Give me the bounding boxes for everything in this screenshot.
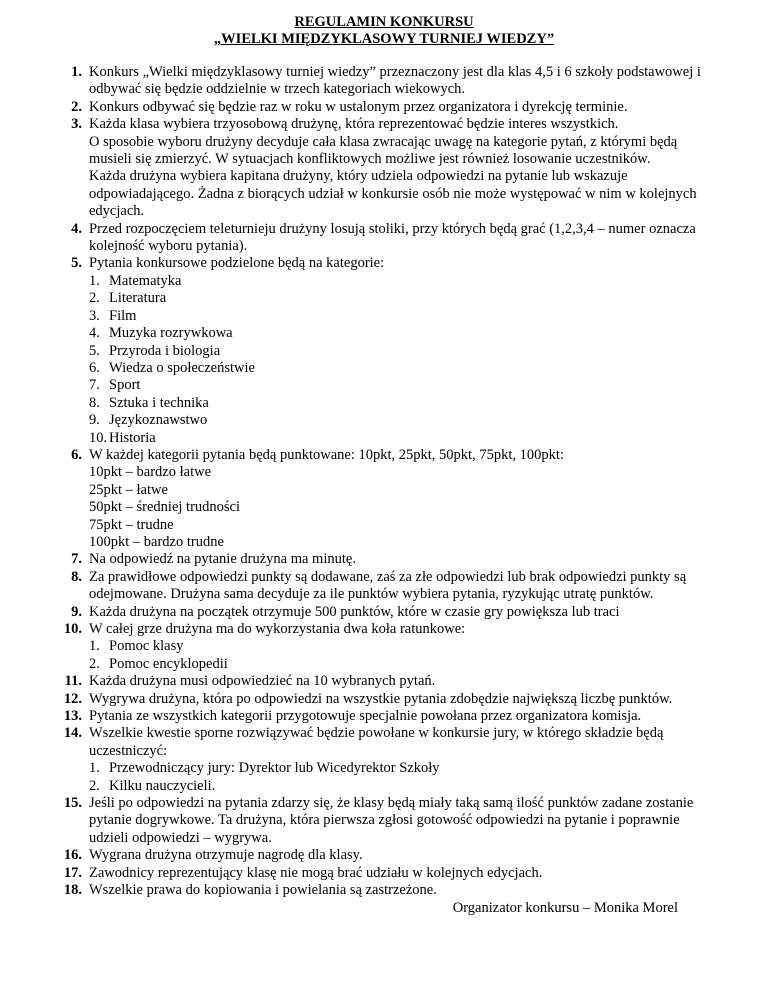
sub-list-item (89, 377, 722, 394)
rule-item (42, 116, 722, 220)
sub-list-text: Językoznawstwo (109, 412, 208, 429)
sub-list-item (89, 308, 722, 325)
rule-text: Jeśli po odpowiedzi na pytania zdarzy się, że klasy będą miały taką samą ilość punktów zadane zostanie pytanie dogrywkowe. Ta drużyna, która pierwsza zgłosi gotowość odpowiedzi na pytanie i poprawnie udzieli odpowiedzi – wygrywa. (89, 795, 694, 846)
sub-list-item (89, 638, 722, 655)
rule-extra-line: 75pkt – trudne (89, 516, 174, 533)
rule-text: Na odpowiedź na pytanie drużyna ma minutę. (89, 551, 356, 568)
rule-text: Za prawidłowe odpowiedzi punkty są dodawane, zaś za złe odpowiedzi lub brak odpowiedzi punkty są odejmowane. Drużyna sama decyduje za ile punktów wybiera pytania, ryzykując utratę punktów. (89, 568, 687, 603)
rule-number: 17. (63, 864, 82, 881)
rule-extra-line: 10pkt – bardzo łatwe (89, 464, 212, 481)
sub-list-number: 2. (89, 290, 100, 307)
rule-item (42, 255, 722, 446)
rule-number: 6. (71, 446, 82, 463)
rule-number: 1. (71, 64, 82, 80)
document-subtitle: „WIELKI MIĘDZYKLASOWY TURNIEJ WIEDZY” (213, 31, 555, 47)
rule-number: 13. (63, 708, 82, 725)
rule-number: 5. (71, 255, 82, 272)
rule-extra-line: 25pkt – łatwe (89, 481, 168, 498)
sub-list-number: 4. (89, 325, 100, 342)
rule-item (42, 551, 722, 568)
rule-item (42, 691, 722, 708)
sub-list-text: Muzyka rozrywkowa (109, 325, 233, 342)
rule-item (42, 569, 722, 604)
sub-list-number: 9. (89, 412, 100, 429)
sub-list-number: 1. (89, 760, 100, 777)
organizer-signature: Organizator konkursu – Monika Morel (452, 899, 678, 916)
rule-text: Pytania ze wszystkich kategorii przygotowuje specjalnie powołana przez organizatora komisja. (89, 708, 642, 725)
sub-list-number: 2. (89, 777, 100, 794)
rule-extra-line: O sposobie wyboru drużyny decyduje cała klasa zwracając uwagę na kategorie pytań, z którymi będą musieli się zmierzyć. W sytuacjach konfliktowych możliwe jest również losowanie uczestników. (89, 133, 678, 168)
rule-number: 12. (63, 690, 82, 707)
rule-item (42, 882, 722, 899)
rule-number: 9. (71, 603, 82, 620)
rule-number: 14. (63, 725, 82, 742)
sub-list-number: 10. (89, 429, 108, 446)
rule-number: 15. (63, 795, 82, 812)
rule-number: 7. (71, 551, 82, 568)
sub-list-item (89, 430, 722, 447)
rule-item (42, 221, 722, 256)
sub-list-text: Literatura (109, 290, 167, 307)
sub-list-item (89, 760, 722, 777)
rules-list (42, 64, 722, 917)
rule-item (42, 708, 722, 725)
sub-list-text: Sport (109, 377, 141, 394)
rule-number: 2. (71, 98, 82, 115)
rule-number: 11. (64, 673, 82, 690)
sub-list-number: 3. (89, 307, 100, 324)
rule-extra-line: 50pkt – średniej trudności (89, 499, 241, 516)
rule-item (42, 621, 722, 673)
rule-item (42, 847, 722, 864)
rule-item (42, 604, 722, 621)
sub-list-number: 2. (89, 655, 100, 672)
sub-list-text: Przewodniczący jury: Dyrektor lub Wicedyrektor Szkoły (109, 760, 440, 777)
rule-item (42, 447, 722, 551)
rule-item (42, 795, 722, 847)
sub-list-item (89, 412, 722, 429)
document-title: REGULAMIN KONKURSU (294, 14, 474, 30)
rule-text: Przed rozpoczęciem teleturnieju drużyny losują stoliki, przy których będą grać (1,2,3,4 – numer oznacza kolejność wyboru pytania). (89, 220, 696, 255)
rule-number: 4. (71, 220, 82, 237)
rule-extra-line: Każda drużyna wybiera kapitana drużyny, który udziela odpowiedzi na pytanie lub wskazuje odpowiadającego. Żadna z biorących udział w konkursie osób nie może występować w nim w kolejnych edycjach. (89, 168, 697, 220)
rule-text: W każdej kategorii pytania będą punktowane: 10pkt, 25pkt, 50pkt, 75pkt, 100pkt: (89, 446, 564, 463)
rule-item (42, 64, 722, 99)
sub-list-text: Sztuka i technika (109, 394, 209, 411)
rule-text: Wszelkie prawa do kopiowania i powielania są zastrzeżone. (89, 882, 437, 899)
sub-list-text: Historia (109, 429, 156, 446)
sub-list-text: Pomoc encyklopedii (109, 655, 228, 672)
rule-text: Każda drużyna na początek otrzymuje 500 punktów, które w czasie gry powiększa lub traci (89, 603, 620, 620)
rule-text: Wygrywa drużyna, która po odpowiedzi na wszystkie pytania zdobędzie największą liczbę punktów. (89, 690, 673, 707)
rule-number: 16. (63, 847, 82, 864)
sub-list-item (89, 360, 722, 377)
sub-list-item (89, 778, 722, 795)
rule-text: Zawodnicy reprezentujący klasę nie mogą brać udziału w kolejnych edycjach. (89, 864, 543, 881)
sub-list-number: 1. (89, 638, 100, 655)
sub-list-text: Kilku nauczycieli. (109, 777, 216, 794)
sub-list-text: Przyroda i biologia (109, 342, 221, 359)
rule-text: Każda klasa wybiera trzyosobową drużynę, która reprezentować będzie interes wszystkich. (89, 116, 619, 133)
sub-list-item (89, 273, 722, 290)
rule-text: W całej grze drużyna ma do wykorzystania dwa koła ratunkowe: (89, 621, 466, 637)
sub-list-item (89, 325, 722, 342)
rule-item (42, 99, 722, 116)
rule-text: Wszelkie kwestie sporne rozwiązywać będzie powołane w konkursie jury, w którego składzie będą uczestniczyć: (89, 725, 664, 759)
sub-list-item (89, 656, 722, 673)
sub-list-text: Film (109, 307, 137, 324)
rule-number: 3. (71, 116, 82, 133)
sub-list-number: 8. (89, 394, 100, 411)
sub-list-number: 5. (89, 342, 100, 359)
sub-list-number: 1. (89, 272, 100, 289)
sub-list-item (89, 395, 722, 412)
rule-extra-line: 100pkt – bardzo trudne (89, 533, 224, 550)
sub-list-text: Pomoc klasy (109, 638, 184, 655)
sub-list-number: 6. (89, 359, 100, 376)
sub-list-number: 7. (89, 377, 100, 394)
rule-text: Każda drużyna musi odpowiedzieć na 10 wybranych pytań. (89, 673, 436, 690)
rule-text: Pytania konkursowe podzielone będą na kategorie: (89, 255, 385, 272)
rule-text: Wygrana drużyna otrzymuje nagrodę dla klasy. (89, 847, 363, 864)
sub-list-text: Matematyka (109, 272, 182, 289)
sub-list-item (89, 343, 722, 360)
rule-item (42, 865, 722, 882)
rule-item (42, 725, 722, 795)
rule-number: 18. (63, 882, 82, 899)
sub-list-text: Wiedza o społeczeństwie (109, 359, 255, 376)
rule-text: Konkurs odbywać się będzie raz w roku w ustalonym przez organizatora i dyrekcję terminie. (89, 98, 628, 115)
sub-list-item (89, 290, 722, 307)
rule-text: Konkurs „Wielki międzyklasowy turniej wiedzy” przeznaczony jest dla klas 4,5 i 6 szkoły podstawowej i odbywać się będzie oddzielnie w trzech kategoriach wiekowych. (89, 64, 701, 98)
rule-number: 10. (63, 621, 82, 637)
rule-number: 8. (71, 568, 82, 585)
rule-item (42, 673, 722, 690)
